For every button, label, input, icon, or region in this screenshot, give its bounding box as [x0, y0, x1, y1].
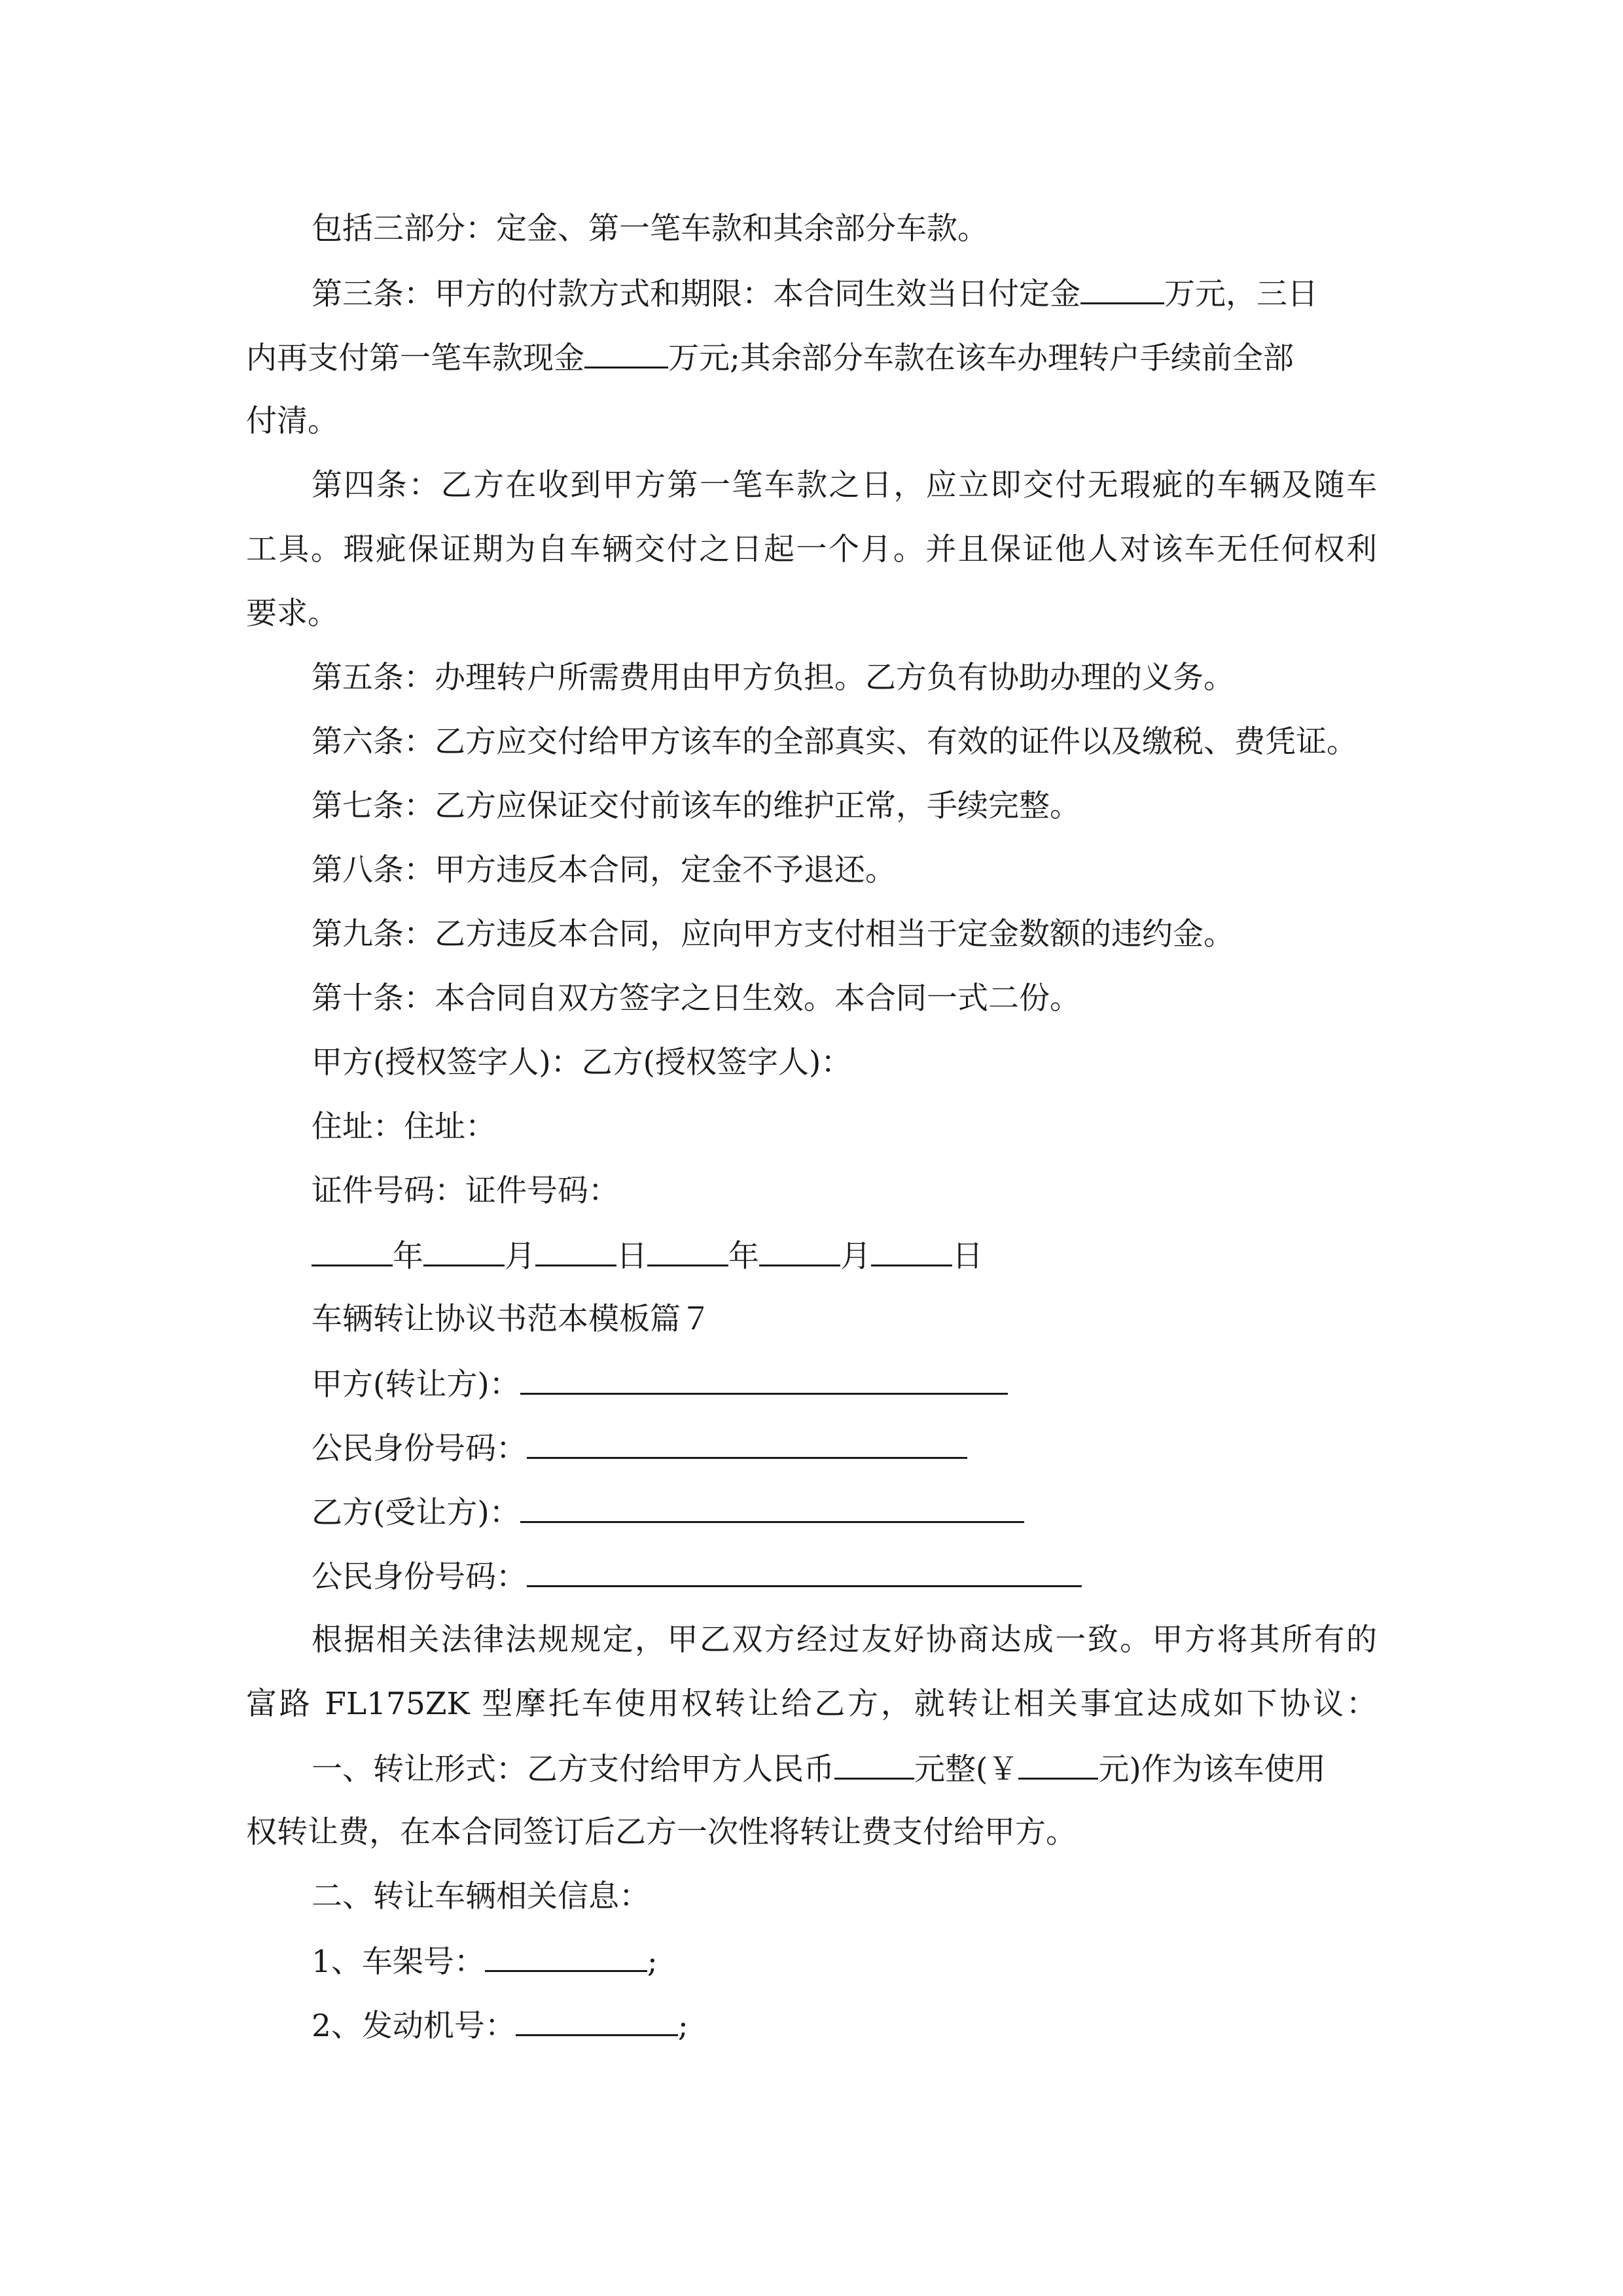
id-a-line: 公民身份号码： — [312, 1428, 967, 1469]
transfer-form-line-1: 一、转让形式：乙方支付给甲方人民币 元整(￥ 元)作为该车使用 — [312, 1749, 1326, 1789]
clause-3-line-3: 付清。 — [246, 403, 338, 439]
blank-frame-number — [485, 1941, 647, 1972]
paragraph-deposit-parts: 包括三部分：定金、第一笔车款和其余部分车款。 — [312, 211, 988, 247]
signature-address-line: 住址：住址： — [312, 1109, 496, 1145]
preamble-line-2: 富路 FL175ZK 型摩托车使用权转让给乙方，就转让相关事宜达成如下协议： — [246, 1686, 1377, 1722]
clause-3-line-2: 内再支付第一笔车款现金 万元;其余部分车款在该车办理转户手续前全部 — [246, 338, 1294, 378]
blank-first-payment — [584, 338, 668, 368]
clause-4-line-2: 工具。瑕疵保证期为自车辆交付之日起一个月。并且保证他人对该车无任何权利 — [246, 531, 1377, 567]
blank-id-b — [527, 1556, 1082, 1587]
clause-7: 第七条：乙方应保证交付前该车的维护正常，手续完整。 — [312, 788, 1080, 824]
signature-id-line: 证件号码：证件号码： — [312, 1173, 619, 1209]
clause-4-line-3: 要求。 — [246, 596, 338, 632]
blank-deposit-amount — [1080, 274, 1164, 304]
blank-price-number — [1018, 1749, 1098, 1780]
section-title-7: 车辆转让协议书范本模板篇７ — [312, 1301, 711, 1337]
blank-day-a — [535, 1236, 616, 1266]
signature-date-line: 年 月 日 年 月 日 — [312, 1236, 983, 1276]
blank-engine-number — [516, 2005, 678, 2036]
blank-price-words — [834, 1749, 914, 1780]
engine-number-line: 2、发动机号： ; — [312, 2005, 688, 2046]
clause-8: 第八条：甲方违反本合同，定金不予退还。 — [312, 852, 896, 888]
transfer-form-line-2: 权转让费，在本合同签订后乙方一次性将转让费支付给甲方。 — [246, 1814, 1077, 1850]
preamble-line-1: 根据相关法律法规规定，甲乙双方经过友好协商达成一致。甲方将其所有的 — [312, 1622, 1377, 1658]
blank-day-b — [871, 1236, 952, 1266]
signature-party-line: 甲方(授权签字人)：乙方(授权签字人)： — [312, 1045, 852, 1081]
clause-10: 第十条：本合同自双方签字之日生效。本合同一式二份。 — [312, 980, 1080, 1016]
blank-year-b — [647, 1236, 728, 1266]
clause-6: 第六条：乙方应交付给甲方该车的全部真实、有效的证件以及缴税、费凭证。 — [312, 724, 1357, 760]
blank-id-a — [527, 1428, 967, 1459]
clause-5: 第五条：办理转户所需费用由甲方负担。乙方负有协助办理的义务。 — [312, 660, 1234, 696]
blank-month-a — [423, 1236, 505, 1266]
party-b-line: 乙方(受让方)： — [312, 1492, 1024, 1533]
blank-year-a — [312, 1236, 393, 1266]
blank-party-a — [520, 1364, 1008, 1395]
party-a-line: 甲方(转让方)： — [312, 1364, 1008, 1405]
vehicle-info-heading: 二、转让车辆相关信息： — [312, 1878, 650, 1914]
clause-4-line-1: 第四条：乙方在收到甲方第一笔车款之日，应立即交付无瑕疵的车辆及随车 — [312, 467, 1377, 503]
frame-number-line: 1、车架号： ; — [312, 1941, 658, 1982]
blank-month-b — [759, 1236, 840, 1266]
clause-3-line-1: 第三条：甲方的付款方式和期限：本合同生效当日付定金 万元，三日 — [312, 274, 1318, 314]
id-b-line: 公民身份号码： — [312, 1556, 1082, 1597]
clause-9: 第九条：乙方违反本合同，应向甲方支付相当于定金数额的违约金。 — [312, 916, 1234, 952]
blank-party-b — [520, 1492, 1024, 1523]
